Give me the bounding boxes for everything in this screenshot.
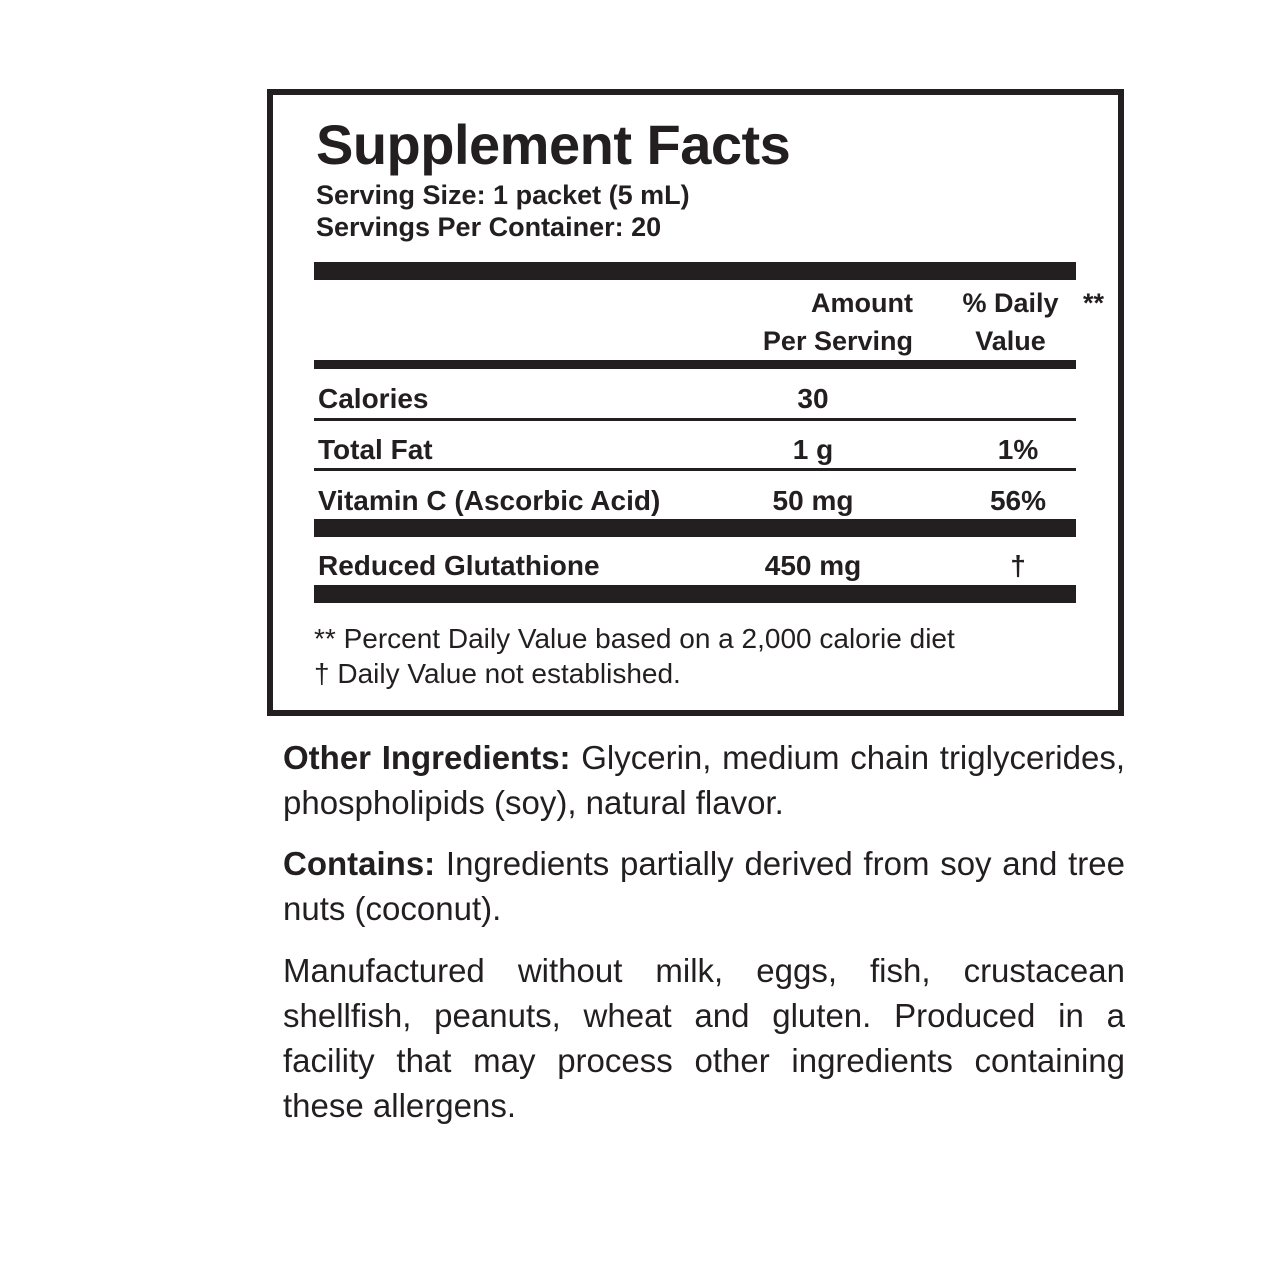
thin-divider: [314, 418, 1076, 421]
other-ingredients-paragraph: [283, 735, 1125, 825]
row-amount-reduced-glutathione: 450 mg: [764, 550, 862, 581]
serving-size: Serving Size: 1 packet (5 mL): [316, 180, 690, 210]
facts-title: Supplement Facts: [316, 113, 791, 176]
other-ingredients-text: Glycerin, medium chain triglycerides, phospholipids (soy), natural flavor.: [283, 739, 1126, 821]
servings-per-container: Servings Per Container: 20: [316, 212, 662, 242]
contains-paragraph: [283, 841, 1125, 931]
thick-divider: [314, 519, 1076, 537]
row-amount-total-fat: 1 g: [792, 434, 834, 465]
amount-column-header: [703, 284, 913, 360]
row-label-vitamin-c: Vitamin C (Ascorbic Acid): [318, 485, 661, 516]
row-amount-calories: 30: [797, 383, 829, 414]
amount-header-line1: Amount: [811, 288, 913, 318]
contains-lead: Contains:: [283, 845, 436, 882]
dv-header-line1: % Daily: [962, 288, 1059, 318]
manufactured-note: Manufactured without milk, eggs, fish, crustacean shellfish, peanuts, wheat and gluten. Produced in a facility that may process other ingredients containing these allergens.: [283, 952, 1125, 1124]
thin-divider: [314, 468, 1076, 471]
row-label-total-fat: Total Fat: [318, 434, 433, 465]
row-label-calories: Calories: [318, 383, 429, 414]
thick-divider: [314, 585, 1076, 603]
row-dv-total-fat: 1%: [997, 434, 1039, 465]
row-label-reduced-glutathione: Reduced Glutathione: [318, 550, 600, 581]
amount-header-line2: Per Serving: [762, 326, 913, 356]
footnote-daily-value: ** Percent Daily Value based on a 2,000 calorie diet: [314, 623, 955, 654]
row-amount-vitamin-c: 50 mg: [772, 485, 854, 516]
header-divider: [314, 360, 1076, 369]
other-ingredients-lead: Other Ingredients:: [283, 739, 571, 776]
row-dv-vitamin-c: 56%: [989, 485, 1047, 516]
footnote-not-established: † Daily Value not established.: [314, 658, 681, 689]
daily-value-column-header: [933, 284, 1105, 360]
row-dv-reduced-glutathione: †: [1010, 550, 1026, 581]
thick-divider: [314, 262, 1076, 280]
dv-header-stars: **: [1083, 288, 1105, 318]
supplement-facts-panel: [267, 89, 1124, 716]
dv-header-line2: Value: [975, 326, 1046, 356]
contains-text: Ingredients partially derived from soy and tree nuts (coconut).: [283, 845, 1125, 927]
